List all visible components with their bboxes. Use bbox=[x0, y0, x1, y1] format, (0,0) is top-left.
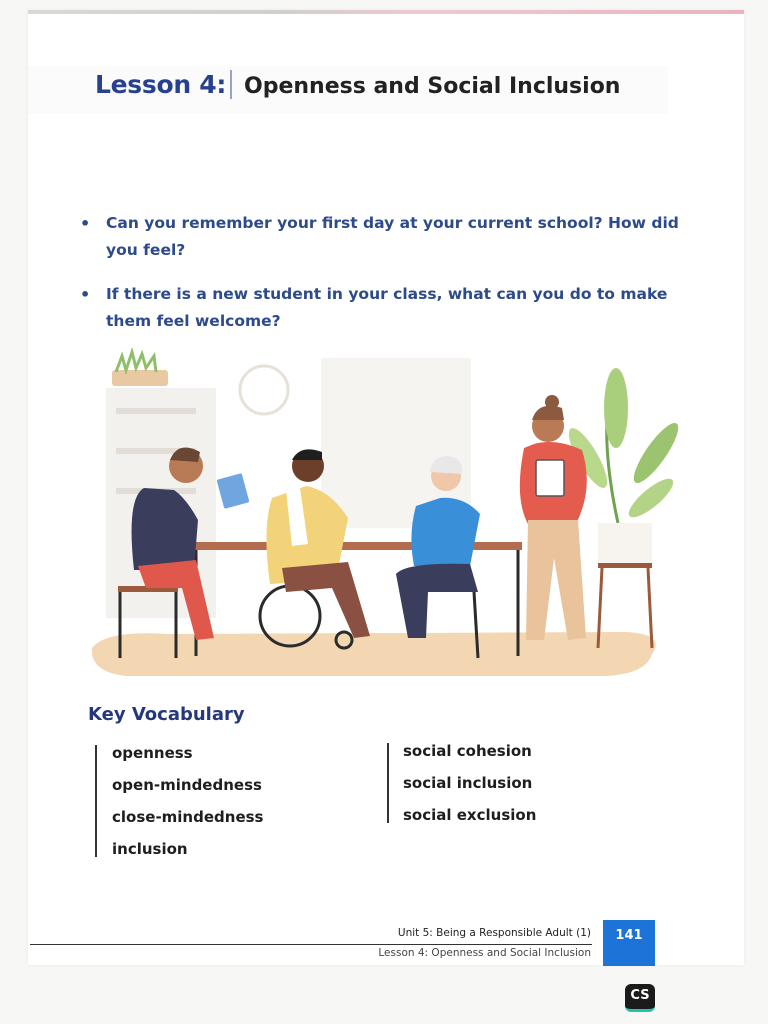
plant-pot bbox=[112, 370, 168, 386]
page-number: 141 bbox=[615, 928, 643, 943]
question-item bbox=[80, 281, 680, 335]
vocab-term: close-mindedness bbox=[112, 808, 264, 826]
vocabulary-list-left bbox=[112, 737, 263, 865]
lesson-number: Lesson 4: bbox=[95, 70, 232, 99]
vocabulary-list-right bbox=[403, 735, 536, 831]
vocab-term: social cohesion bbox=[403, 742, 532, 760]
bullet-icon: • bbox=[80, 285, 91, 304]
vocab-term: openness bbox=[112, 744, 193, 762]
vocab-left-rule bbox=[95, 745, 97, 857]
key-vocabulary-heading: Key Vocabulary bbox=[88, 704, 245, 725]
wall-clock bbox=[240, 366, 288, 414]
question-text: If there is a new student in your class, what can you do to make them feel welcome? bbox=[106, 285, 668, 330]
footer-rule bbox=[30, 944, 592, 945]
camscanner-logo-text: CS bbox=[630, 988, 650, 1003]
vocab-term: inclusion bbox=[112, 840, 188, 858]
vocab-term: social exclusion bbox=[403, 806, 537, 824]
discussion-questions bbox=[80, 210, 680, 352]
elder-blue-shirt bbox=[411, 498, 480, 566]
page-top-edge bbox=[28, 10, 744, 14]
page-number-badge bbox=[603, 920, 655, 966]
classroom-discussion-illustration bbox=[86, 348, 696, 683]
vocab-term: social inclusion bbox=[403, 774, 533, 792]
footer-unit-title: Unit 5: Being a Responsible Adult (1) bbox=[397, 927, 591, 939]
lesson-title: Openness and Social Inclusion bbox=[244, 74, 621, 99]
vocab-term: open-mindedness bbox=[112, 776, 262, 794]
bullet-icon: • bbox=[80, 214, 91, 233]
vocab-right-rule bbox=[387, 743, 389, 823]
footer-lesson-title: Lesson 4: Openness and Social Inclusion bbox=[378, 947, 591, 959]
question-text: Can you remember your first day at your current school? How did you feel? bbox=[106, 214, 679, 259]
question-item bbox=[80, 210, 680, 264]
